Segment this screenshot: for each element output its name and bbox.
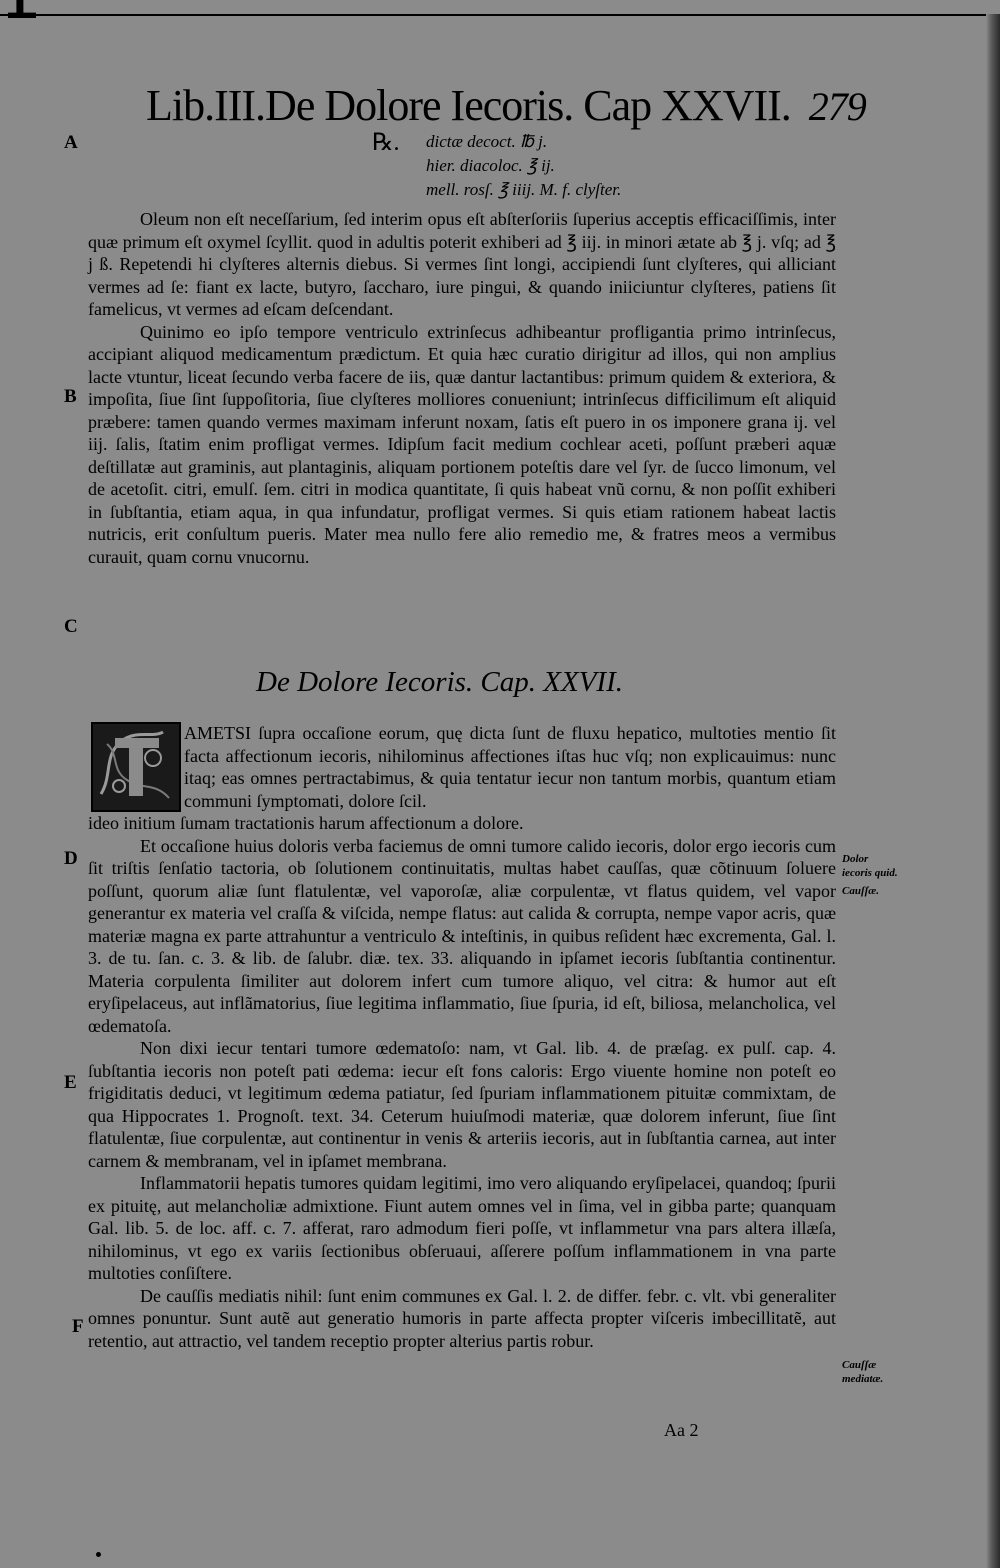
recipe-symbol: ℞. (372, 130, 400, 156)
chapter-title: De Dolore Iecoris. Cap. XXVII. (256, 666, 623, 698)
margin-letter-f: F (72, 1316, 84, 1337)
margin-letter-a: A (64, 132, 78, 153)
page-edge-shadow (986, 14, 1000, 1568)
ink-speck (96, 1552, 101, 1557)
recipe-line-2: hier. diacoloc. ℥ ij. (426, 156, 555, 175)
margin-note-caussae-mediatae: Cauſſæ mediatæ. (842, 1359, 884, 1385)
running-head (146, 80, 866, 131)
paragraph-lead-tail: ideo initium ſumam tractationis harum affectionum a dolore. (88, 813, 524, 833)
running-head-title: Lib.III.De Dolore Iecoris. Cap XXVII. (146, 81, 791, 130)
recipe-line-3: mell. rosſ. ℥ iiij. M. f. clyſter. (426, 180, 622, 199)
paragraphs-before (88, 208, 836, 568)
margin-note-dolor: Dolor iecoris quid. (842, 853, 898, 879)
paragraph-de-caussis: De cauſſis mediatis nihil: ſunt enim communes ex Gal. l. 2. de differ. febr. c. vlt. vbi generaliter omnes ponuntur. Sunt autẽ aut generatio humoris in parte affecta propter viſceris imbecillitatẽ, aut retentio, aut attractio, vel tandem receptio propter alterius partis robur. (88, 1285, 836, 1351)
margin-letter-e: E (64, 1072, 77, 1093)
paragraph-non-dixi: Non dixi iecur tentari tumore œdematoſo: nam, vt Gal. lib. 4. de præſag. ex pulſ. cap. 4. ſubſtantia iecoris non poteſt pati œdema: iecur eſt fons caloris: Ergo viuente homine non poteſt eo frigiditatis deduci, vt legitimum œdema patiatur, ſed ſpuriam inflammationem pituitæ commixtam, de qua Hippocrates 1. Prognoſt. text. 34. Ceterum huiuſmodi materiæ, quæ dolorem inferunt, ſiue ſint flatulentæ, ſiue corpulentæ, aut continentur in venis & arteriis iecoris, aut in ſubſtantia carnea, aut inter carnem & membranam, vel in ipſamet membrana. (88, 1038, 836, 1171)
decorated-initial-letter (91, 722, 181, 812)
paragraph-oleum: Oleum non eſt neceſſarium, ſed interim opus eſt abſterſoriis ſuperius acceptis efficaciſſimis, inter quæ primum eſt oxymel ſcyllit. quod in adultis poterit exhiberi ad ℥ iij. in minori ætate ab ℥ j. vſq; ad ℥ j ß. Repetendi hi clyſteres alternis diebus. Si vermes ſint longi, accipiendi ſunt clyſteres, qui alliciant vermes ad ſe: fiant ex lacte, butyro, ſaccharo, iure pingui, & quando iniiciuntur clyſteres, patiens ſit famelicus, vt vermes ad eſcam deſcendant. (88, 209, 836, 319)
page-top-edge (0, 0, 1000, 16)
paragraph-inflammatorii: Inflammatorii hepatis tumores quidam legitimi, imo vero aliquando eryſipelacei, quandoq; ſpurii ex pituitę, aut melancholiæ admixtione. Fiunt autem omnes vel in ſima, vel in gibba parte; quanquam Gal. lib. 5. de loc. aff. c. 7. afferat, raro admodum fieri poſſe, vt inflammetur vna pars altera illæſa, nihilominus, vt ego ex variis ſectionibus obſeruaui, aſſerere poſſum inflammationem in vna parte multoties conſiſtere. (88, 1173, 836, 1283)
paragraphs-after (88, 812, 836, 1352)
paragraph-et-occasione: Et occaſione huius doloris verba faciemus de omni tumore calido iecoris, dolor ergo iecoris cum ſit triſtis ſenſatio tactoria, ob ſolutionem continuitatis, multas habet cauſſas, quæ cõtinuum ſoluere poſſunt, quorum aliæ ſunt flatulentæ, vel vaporoſæ, aliæ corpulentæ, vt flatus quidem, vel vapor generantur ex materia vel craſſa & viſcida, nempe flatus: aut calida & corrupta, nempe vapor acris, quæ materiæ magna ex parte attrahuntur a ventriculo & inteſtinis, in quibus reſident hæc excrementa, Gal. l. 3. de tu. ſan. c. 3. & lib. de ſalubr. diæ. tex. 33. aliquando in ipſamet iecoris ſubſtantia continentur. Materia corpulenta ſimiliter aut dolorem infert cum tumore aliquo, vel citra: & humor aut eſt eryſipelaceus, aut inflãmatorius, ſiue legitima inflammatio, ſiue ſpuria, id eſt, biliosa, melancholica, vel œdematoſa. (88, 835, 836, 1036)
signature-mark: Aa 2 (664, 1420, 699, 1440)
paragraph-quinimo: Quinimo eo ipſo tempore ventriculo extrinſecus adhibeantur profligantia primo intrinſecus, accipiant aliquod medicamentum prædictum. Et quia hæc curatio dirigitur ad illos, qui non amplius lacte vtuntur, liceat ſecundo verba facere de iis, quæ dantur lactantibus: primum quidem & exteriora, & impoſita, ſiue ſint ſuppoſitoria, ſiue clyſteres molliores conueniunt; intrinſecus difficilimum eſt aliquid præbere: tamen quando vermes maximam inferunt noxam, ſatis eſt puero in os imponere grana ij. vel iij. ſalis, ſtatim enim profligat vermes. Idipſum facit medium cochlear aceti, poſſunt præberi aquæ deſtillatæ aut graminis, aut plantaginis, aliquam portionem poteſtis dare vel ſyr. de ſucco limonum, vel de acetoſit. citri, emulſ. ſem. citri in modica quantitate, ſi quis habeat vnũ cornu, & non poſſit exhiberi in ſubſtantia, etiam aqua, in qua infundatur, profligat vermes. Si quis etiam rationem habeat lactis nutricis, erit conſultum pueris. Mater mea nullo fere alio remedio me, & fratres meos a vermibus curauit, quam cornu vnucornu. (88, 321, 836, 567)
page-number: 279 (808, 84, 866, 129)
margin-letter-b: B (64, 386, 77, 407)
recipe-line-1: dictæ decoct. ℔ j. (426, 132, 548, 151)
margin-letter-c: C (64, 616, 78, 637)
margin-note-caussae: Cauſſæ. (842, 885, 879, 897)
chapter-opening: AMETSI ſupra occaſione eorum, quę dicta ſunt de fluxu hepatico, multoties mentio ſit facta affectionum iecoris, nihilominus affectiones iſtas huc vſq; non explicauimus: nunc itaq; eas omnes pertractabimus, & quia tentatur iecur non tantum morbis, quantum etiam communi ſymptomati, dolore ſcil. (184, 723, 836, 811)
margin-letter-d: D (64, 848, 78, 869)
